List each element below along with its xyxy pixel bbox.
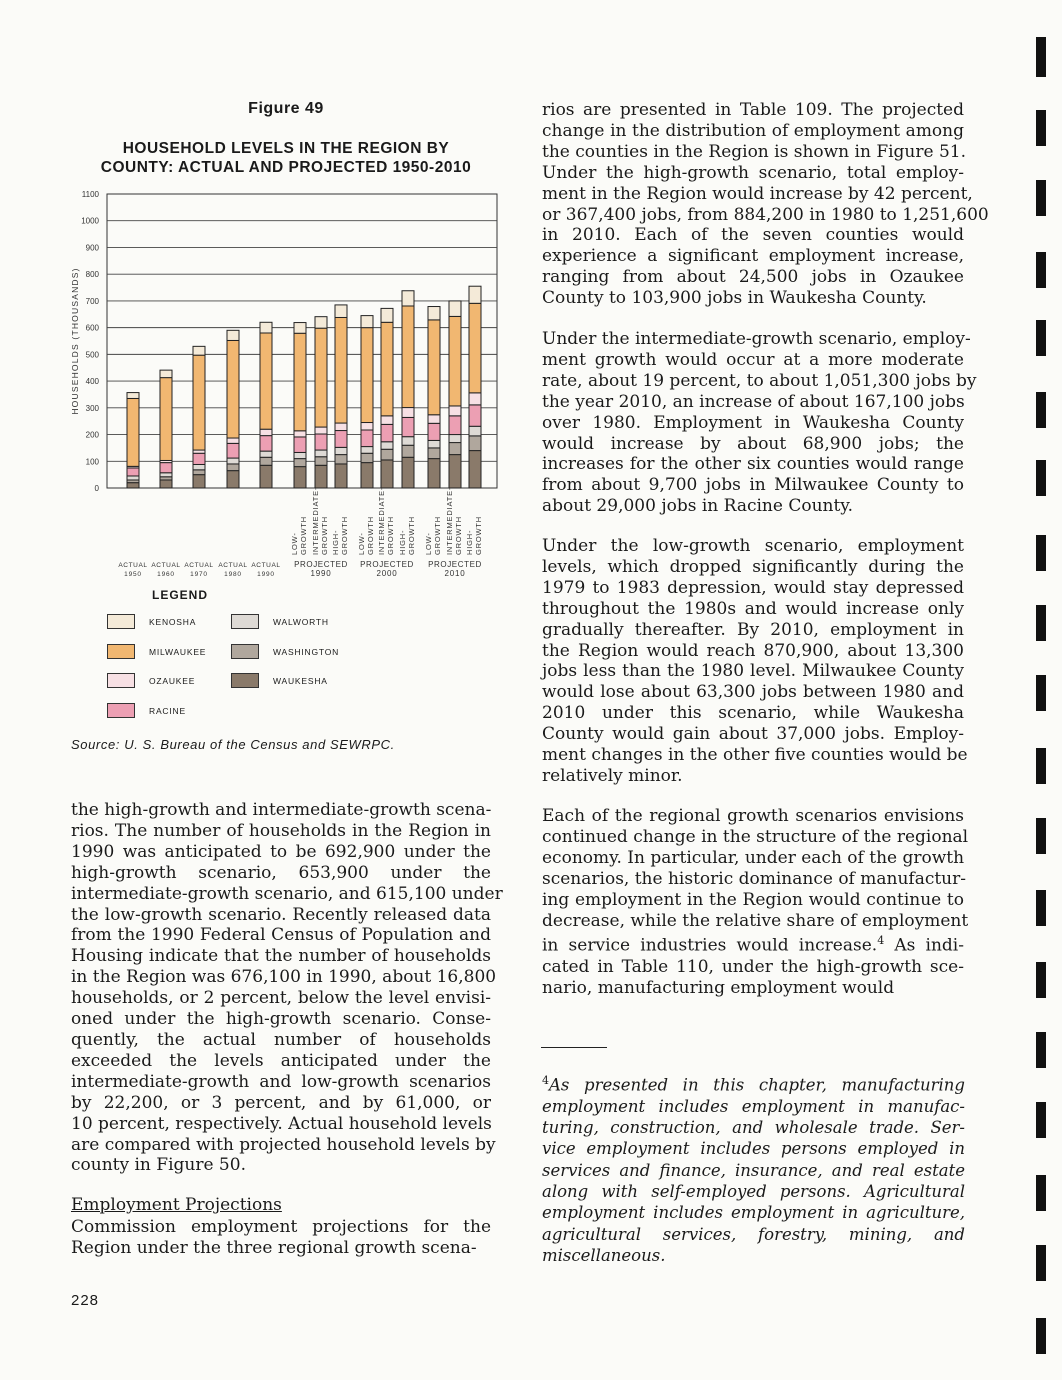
right-p3-line: relatively minor. bbox=[542, 765, 683, 786]
edge-mark bbox=[1036, 1032, 1046, 1068]
footnote-line: employment includes employment in manufac- bbox=[542, 1096, 965, 1116]
group-label-top: ACTUAL bbox=[118, 562, 148, 569]
scenario-label: LOW- bbox=[290, 532, 299, 555]
group-label-bottom: 2010 bbox=[444, 569, 466, 578]
figure-source: Source: U. S. Bureau of the Census and SEWRPC. bbox=[71, 737, 395, 752]
legend-title: LEGEND bbox=[152, 588, 209, 602]
figure-title-line-2: COUNTY: ACTUAL AND PROJECTED 1950-2010 bbox=[100, 159, 472, 176]
right-p1-line: Under the high-growth scenario, total employ- bbox=[542, 162, 964, 183]
legend-item-washington bbox=[231, 644, 339, 659]
figure-title bbox=[70, 139, 502, 177]
bar-segment bbox=[193, 464, 205, 469]
edge-mark bbox=[1036, 392, 1046, 428]
bar-segment bbox=[428, 440, 440, 447]
bar-segment bbox=[315, 317, 327, 328]
right-p4-line: ing employment in the Region would continue to bbox=[542, 889, 964, 910]
legend-swatch bbox=[107, 673, 135, 688]
scenario-label: HIGH- bbox=[465, 529, 474, 555]
left-p1-line: intermediate-growth scenario, and 615,100 under bbox=[71, 883, 503, 904]
bar-segment bbox=[160, 480, 172, 488]
left-p1-line: in the Region was 676,100 in 1990, about 16,800 bbox=[71, 967, 497, 988]
bar-segment bbox=[335, 447, 347, 454]
bar-segment bbox=[227, 438, 239, 443]
group-label-top: PROJECTED bbox=[360, 560, 414, 569]
bar-segment bbox=[469, 286, 481, 303]
bar-segment bbox=[449, 455, 461, 488]
left-p1-line: the high-growth and intermediate-growth scena- bbox=[71, 800, 492, 820]
bar-segment bbox=[402, 291, 414, 306]
edge-mark bbox=[1036, 890, 1046, 926]
edge-mark bbox=[1036, 110, 1046, 146]
footnote-line: turing, construction, and wholesale trade. Ser- bbox=[542, 1118, 965, 1138]
right-p4-line: economy. In particular, under each of the growth bbox=[542, 847, 965, 868]
left-p1-line: 10 percent, respectively. Actual household levels bbox=[71, 1113, 492, 1134]
edge-mark bbox=[1036, 460, 1046, 496]
left-p1-line: households, or 2 percent, below the level envisi- bbox=[71, 988, 491, 1009]
group-label-bottom: 1980 bbox=[224, 571, 242, 578]
right-p3-line: jobs less than the 1980 level. Milwaukee County bbox=[542, 661, 964, 682]
left-paragraph-2 bbox=[71, 1217, 491, 1259]
bar-segment bbox=[193, 346, 205, 355]
left-p1-line: intermediate-growth and low-growth scenarios bbox=[71, 1071, 491, 1092]
bar-segment bbox=[127, 483, 139, 488]
bar-segment bbox=[469, 451, 481, 488]
right-p2-line: about 29,000 jobs in Racine County. bbox=[542, 496, 854, 517]
bar-segment bbox=[160, 378, 172, 461]
scenario-label: INTERMEDIATE- bbox=[445, 486, 454, 555]
group-label-bottom: 1960 bbox=[157, 571, 175, 578]
edge-mark bbox=[1036, 605, 1046, 641]
bar-segment bbox=[402, 417, 414, 436]
right-p2-line: over 1980. Employment in Waukesha County bbox=[542, 412, 964, 433]
right-p2-line: the year 2010, an increase of about 167,100 jobs bbox=[542, 391, 965, 412]
footnote-line: miscellaneous. bbox=[542, 1245, 666, 1265]
footnote-line: vice employment includes persons employed in bbox=[542, 1139, 965, 1159]
bar-segment bbox=[402, 306, 414, 408]
household-levels-chart bbox=[60, 185, 500, 585]
bar-segment bbox=[381, 416, 393, 425]
bar-segment bbox=[428, 448, 440, 459]
y-tick-label: 700 bbox=[85, 296, 99, 306]
legend-item-kenosha bbox=[107, 614, 196, 629]
bar-segment bbox=[361, 316, 373, 328]
bar-segment bbox=[227, 464, 239, 471]
bar-segment bbox=[193, 453, 205, 464]
bar-segment bbox=[227, 458, 239, 464]
group-label-bottom: 1990 bbox=[257, 571, 275, 578]
right-p4-line: cated in Table 110, under the high-growth sce- bbox=[542, 957, 964, 977]
group-label-top: ACTUAL bbox=[218, 562, 248, 569]
bar-segment bbox=[335, 317, 347, 423]
y-tick-label: 600 bbox=[85, 323, 99, 333]
left-p1-line: Housing indicate that the number of households bbox=[71, 946, 491, 967]
right-p4-line: continued change in the structure of the regional bbox=[542, 826, 969, 847]
bar-segment bbox=[260, 457, 272, 465]
bar-segment bbox=[381, 322, 393, 416]
bar-segment bbox=[335, 431, 347, 448]
left-p1-line: exceeded the levels anticipated under the bbox=[71, 1050, 491, 1071]
right-p2-line: from about 9,700 jobs in Milwaukee County to bbox=[542, 475, 964, 496]
page-number: 228 bbox=[71, 1292, 100, 1309]
edge-mark bbox=[1036, 252, 1046, 288]
bar-segment bbox=[294, 333, 306, 431]
scenario-label: HIGH- bbox=[398, 529, 407, 555]
right-p3-line: ment changes in the other five counties would be bbox=[542, 745, 968, 766]
right-p2-line: ment growth would occur at a more moderate bbox=[542, 349, 964, 370]
footnote-marker: 4 bbox=[542, 1074, 549, 1087]
bar-segment bbox=[402, 408, 414, 418]
right-paragraph-2 bbox=[542, 329, 977, 517]
bar-segment bbox=[127, 398, 139, 466]
legend-label: WAUKESHA bbox=[273, 675, 328, 686]
footnote bbox=[542, 1070, 965, 1266]
bar-segment bbox=[160, 473, 172, 477]
scenario-label: GROWTH bbox=[299, 516, 308, 555]
legend-swatch bbox=[231, 673, 259, 688]
bar-segment bbox=[335, 423, 347, 430]
bar-segment bbox=[402, 445, 414, 457]
bar-segment bbox=[402, 457, 414, 488]
bar-segment bbox=[428, 320, 440, 415]
right-p3-line: 1979 to 1983 depression, would stay depressed bbox=[542, 577, 964, 598]
bar-segment bbox=[381, 424, 393, 441]
left-paragraph-1 bbox=[71, 800, 503, 1176]
bar-segment bbox=[381, 308, 393, 322]
footnote-line: along with self-employed persons. Agricultural bbox=[542, 1181, 965, 1201]
bar-segment bbox=[294, 452, 306, 458]
left-p1-line: high-growth scenario, 653,900 under the bbox=[71, 862, 491, 883]
edge-mark bbox=[1036, 320, 1046, 356]
bar-segment bbox=[294, 323, 306, 334]
bar-segment bbox=[227, 330, 239, 340]
right-p3-line: County would gain about 37,000 jobs. Employ- bbox=[542, 724, 964, 745]
right-p3-line: Under the low-growth scenario, employment bbox=[542, 536, 964, 556]
right-paragraph-3 bbox=[542, 536, 968, 787]
edge-mark bbox=[1036, 180, 1046, 216]
left-p1-line: quently, the actual number of households bbox=[71, 1029, 491, 1050]
bar-segment bbox=[294, 459, 306, 467]
footnote-rule bbox=[541, 1047, 607, 1048]
bar-segment bbox=[449, 416, 461, 435]
legend-label: WASHINGTON bbox=[273, 646, 340, 657]
right-paragraph-4 bbox=[542, 806, 969, 999]
scenario-label: GROWTH bbox=[454, 516, 463, 555]
right-p1-line: ment in the Region would increase by 42 percent, bbox=[542, 183, 973, 204]
legend-swatch bbox=[107, 703, 135, 718]
left-p1-line: from the 1990 Federal Census of Population and bbox=[71, 925, 491, 946]
scenario-label: GROWTH bbox=[474, 516, 483, 555]
bar-segment bbox=[361, 328, 373, 423]
bar-segment bbox=[428, 307, 440, 320]
bar-segment bbox=[361, 423, 373, 430]
edge-mark bbox=[1036, 962, 1046, 998]
right-p3-line: levels, which dropped significantly during the bbox=[542, 556, 964, 577]
right-p2-line: would increase by about 68,900 jobs; the bbox=[542, 433, 964, 454]
bar-segment bbox=[227, 340, 239, 438]
section-heading: Employment Projections bbox=[71, 1195, 282, 1215]
bar-segment bbox=[260, 436, 272, 452]
bar-segment bbox=[449, 316, 461, 406]
left-p1-line: rios. The number of households in the Region in bbox=[71, 820, 491, 841]
legend-label: RACINE bbox=[149, 705, 186, 716]
left-p1-line: oned under the high-growth scenario. Conse- bbox=[71, 1009, 491, 1030]
legend-label: OZAUKEE bbox=[149, 675, 196, 686]
bar-segment bbox=[335, 455, 347, 464]
bar-segment bbox=[381, 449, 393, 460]
bar-segment bbox=[335, 305, 347, 318]
left-p2-line: Commission employment projections for the bbox=[71, 1217, 491, 1237]
group-label-bottom: 1990 bbox=[310, 569, 332, 578]
bar-segment bbox=[428, 423, 440, 440]
right-p1-line: the counties in the Region is shown in Figure 51. bbox=[542, 141, 967, 162]
y-tick-label: 200 bbox=[85, 430, 99, 440]
right-p3-line: throughout the 1980s and would increase only bbox=[542, 598, 964, 619]
group-label-top: ACTUAL bbox=[151, 562, 181, 569]
bar-segment bbox=[227, 443, 239, 458]
bar-segment bbox=[402, 437, 414, 446]
scenario-label: GROWTH bbox=[433, 516, 442, 555]
bar-segment bbox=[428, 459, 440, 488]
bar-segment bbox=[260, 465, 272, 488]
bar-segment bbox=[294, 437, 306, 453]
bar-segment bbox=[361, 447, 373, 454]
group-label-bottom: 1970 bbox=[190, 571, 208, 578]
edge-mark bbox=[1036, 675, 1046, 711]
scenario-label: GROWTH bbox=[340, 516, 349, 555]
right-p3-line: the Region would reach 870,900, about 13,300 bbox=[542, 640, 964, 661]
bar-segment bbox=[361, 463, 373, 488]
y-tick-label: 300 bbox=[85, 403, 99, 413]
edge-mark bbox=[1036, 748, 1046, 784]
group-label-top: ACTUAL bbox=[184, 562, 214, 569]
bar-segment bbox=[335, 464, 347, 488]
legend-swatch bbox=[107, 614, 135, 629]
right-p2-line: Under the intermediate-growth scenario, employ- bbox=[542, 329, 971, 349]
bar-segment bbox=[469, 436, 481, 451]
left-p1-line: county in Figure 50. bbox=[71, 1155, 246, 1176]
scenario-label: INTERMEDIATE- bbox=[311, 486, 320, 555]
footnote-line: employment includes employment in agriculture, bbox=[542, 1203, 965, 1223]
group-label-bottom: 1950 bbox=[124, 571, 142, 578]
bar-segment bbox=[449, 301, 461, 317]
bar-segment bbox=[381, 442, 393, 449]
y-tick-label: 100 bbox=[85, 457, 99, 467]
right-p3-line: 2010 under this scenario, while Waukesha bbox=[542, 703, 964, 724]
bar-segment bbox=[469, 426, 481, 436]
bar-segment bbox=[315, 450, 327, 457]
y-tick-label: 400 bbox=[85, 377, 99, 387]
bar-segment bbox=[449, 443, 461, 455]
y-tick-label: 1000 bbox=[81, 216, 99, 226]
right-p1-line: ranging from about 24,500 jobs in Ozaukee bbox=[542, 267, 964, 288]
legend-item-waukesha bbox=[231, 673, 328, 688]
bar-segment bbox=[193, 475, 205, 488]
figure-number: Figure 49 bbox=[248, 100, 324, 117]
bar-segment bbox=[315, 434, 327, 450]
group-label-top: ACTUAL bbox=[251, 562, 281, 569]
bar-segment bbox=[315, 328, 327, 427]
right-p1-line: rios are presented in Table 109. The projected bbox=[542, 100, 964, 120]
y-tick-label: 0 bbox=[94, 484, 99, 493]
right-p1-line: in 2010. Each of the seven counties would bbox=[542, 225, 964, 246]
right-p1-line: or 367,400 jobs, from 884,200 in 1980 to 1,251,600 bbox=[542, 204, 989, 225]
right-p1-line: experience a significant employment increase, bbox=[542, 246, 964, 267]
edge-mark bbox=[1036, 1102, 1046, 1138]
bar-segment bbox=[469, 405, 481, 426]
bar-segment bbox=[193, 470, 205, 475]
edge-mark bbox=[1036, 37, 1046, 77]
right-p4-line: nario, manufacturing employment would bbox=[542, 977, 895, 998]
footnote-line: agricultural services, forestry, mining, and bbox=[542, 1224, 965, 1244]
right-paragraph-1 bbox=[542, 100, 989, 309]
y-tick-label: 500 bbox=[85, 350, 99, 360]
y-axis-label: HOUSEHOLDS (THOUSANDS) bbox=[70, 267, 80, 415]
left-p1-line: are compared with projected household levels by bbox=[71, 1134, 496, 1155]
scenario-label: HIGH- bbox=[331, 529, 340, 555]
scenario-label: LOW- bbox=[424, 532, 433, 555]
right-p4-line: decrease, while the relative share of employment bbox=[542, 910, 969, 931]
edge-mark bbox=[1036, 1318, 1046, 1354]
right-p4-line: scenarios, the historic dominance of manufactur- bbox=[542, 868, 967, 889]
legend-item-milwaukee bbox=[107, 644, 206, 659]
left-p1-line: 1990 was anticipated to be 692,900 under the bbox=[71, 841, 491, 862]
bar-segment bbox=[469, 393, 481, 405]
bar-segment bbox=[428, 415, 440, 424]
left-p2-line: Region under the three regional growth scena- bbox=[71, 1237, 477, 1258]
y-tick-label: 800 bbox=[85, 270, 99, 280]
right-p4-line: Each of the regional growth scenarios envisions bbox=[542, 806, 964, 826]
bar-segment bbox=[160, 370, 172, 377]
scenario-label: LOW- bbox=[357, 532, 366, 555]
y-tick-label: 1100 bbox=[81, 190, 99, 199]
legend-label: KENOSHA bbox=[149, 616, 197, 627]
bar-segment bbox=[127, 468, 139, 476]
bar-segment bbox=[449, 406, 461, 416]
bar-segment bbox=[260, 451, 272, 457]
bar-segment bbox=[127, 476, 139, 480]
scenario-label: GROWTH bbox=[320, 516, 329, 555]
footnote-line: services and finance, insurance, and real estate bbox=[542, 1160, 965, 1180]
left-p1-line: by 22,200, or 3 percent, and by 61,000, or bbox=[71, 1092, 491, 1113]
bar-segment bbox=[381, 460, 393, 488]
right-p2-line: rate, about 19 percent, to about 1,051,300 jobs by bbox=[542, 370, 977, 391]
bar-segment bbox=[227, 471, 239, 488]
edge-mark bbox=[1036, 1245, 1046, 1281]
bar-segment bbox=[160, 463, 172, 473]
bar-segment bbox=[315, 457, 327, 466]
footnote-ref: 4 bbox=[877, 934, 885, 948]
y-tick-label: 900 bbox=[85, 243, 99, 253]
scenario-label: INTERMEDIATE- bbox=[377, 486, 386, 555]
legend-swatch bbox=[231, 614, 259, 629]
legend-item-ozaukee bbox=[107, 673, 195, 688]
legend-swatch bbox=[107, 644, 135, 659]
scenario-label: GROWTH bbox=[366, 516, 375, 555]
legend-label: MILWAUKEE bbox=[149, 646, 207, 657]
bar-segment bbox=[449, 435, 461, 443]
group-label-top: PROJECTED bbox=[294, 560, 348, 569]
right-p2-line: increases for the other six counties would range bbox=[542, 454, 964, 475]
bar-segment bbox=[315, 427, 327, 434]
bar-segment bbox=[315, 465, 327, 488]
right-p1-line: County to 103,900 jobs in Waukesha County. bbox=[542, 288, 927, 309]
bar-segment bbox=[469, 303, 481, 393]
footnote-line: $^4$As presented in this chapter, manufacturing bbox=[542, 1074, 965, 1095]
bar-segment bbox=[361, 453, 373, 462]
edge-mark bbox=[1036, 535, 1046, 571]
legend-label: WALWORTH bbox=[273, 616, 329, 627]
bar-segment bbox=[127, 393, 139, 399]
edge-mark bbox=[1036, 1175, 1046, 1211]
bar-segment bbox=[294, 467, 306, 488]
legend-swatch bbox=[231, 644, 259, 659]
right-p1-line: change in the distribution of employment among bbox=[542, 120, 964, 141]
bar-segment bbox=[361, 430, 373, 447]
bar-segment bbox=[260, 429, 272, 435]
scenario-label: GROWTH bbox=[386, 516, 395, 555]
scenario-label: GROWTH bbox=[407, 516, 416, 555]
legend-item-walworth bbox=[231, 614, 329, 629]
figure-title-line-1: HOUSEHOLD LEVELS IN THE REGION BY bbox=[122, 140, 450, 157]
edge-mark bbox=[1036, 818, 1046, 854]
group-label-top: PROJECTED bbox=[428, 560, 482, 569]
legend-item-racine bbox=[107, 703, 186, 718]
right-p3-line: would lose about 63,300 jobs between 1980 and bbox=[542, 682, 964, 703]
right-p4-line: in service industries would increase.$^4$ As indi- bbox=[542, 934, 964, 957]
bar-segment bbox=[260, 322, 272, 333]
bar-segment bbox=[260, 333, 272, 429]
bar-segment bbox=[294, 431, 306, 437]
bar-segment bbox=[193, 355, 205, 450]
right-p3-line: gradually thereafter. By 2010, employment in bbox=[542, 619, 964, 640]
left-p1-line: the low-growth scenario. Recently released data bbox=[71, 904, 491, 925]
group-label-bottom: 2000 bbox=[376, 569, 398, 578]
